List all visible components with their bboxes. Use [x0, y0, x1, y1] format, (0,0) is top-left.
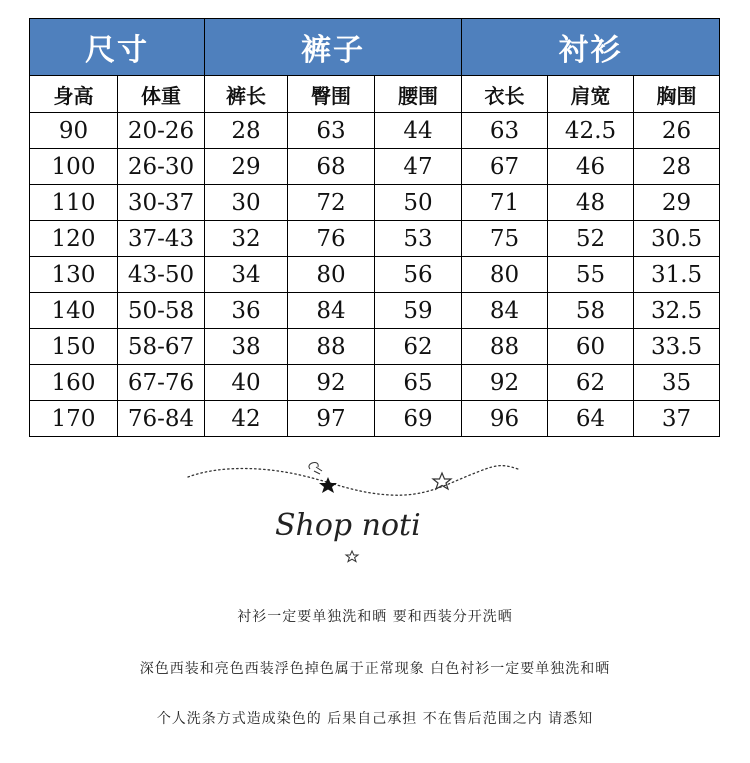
table-cell: 37 — [634, 401, 720, 437]
table-cell: 88 — [288, 329, 375, 365]
group-header-row — [30, 19, 720, 76]
column-header-hip: 臀围 — [288, 76, 375, 113]
table-row — [30, 149, 720, 185]
table-cell: 120 — [30, 221, 118, 257]
table-cell: 29 — [634, 185, 720, 221]
table-cell: 26-30 — [118, 149, 205, 185]
table-row — [30, 293, 720, 329]
table-cell: 84 — [288, 293, 375, 329]
table-cell: 160 — [30, 365, 118, 401]
table-cell: 64 — [548, 401, 634, 437]
table-cell: 110 — [30, 185, 118, 221]
column-header-shirt-length: 衣长 — [462, 76, 548, 113]
table-row — [30, 185, 720, 221]
table-cell: 60 — [548, 329, 634, 365]
table-cell: 44 — [375, 113, 462, 149]
column-header-height: 身高 — [30, 76, 118, 113]
table-cell: 71 — [462, 185, 548, 221]
table-cell: 37-43 — [118, 221, 205, 257]
table-cell: 170 — [30, 401, 118, 437]
table-row — [30, 365, 720, 401]
table-cell: 30-37 — [118, 185, 205, 221]
table-cell: 88 — [462, 329, 548, 365]
table-cell: 59 — [375, 293, 462, 329]
table-cell: 52 — [548, 221, 634, 257]
table-cell: 69 — [375, 401, 462, 437]
table-cell: 26 — [634, 113, 720, 149]
table-cell: 92 — [462, 365, 548, 401]
table-cell: 30.5 — [634, 221, 720, 257]
table-cell: 40 — [205, 365, 288, 401]
group-header-size: 尺寸 — [30, 19, 205, 76]
table-cell: 58-67 — [118, 329, 205, 365]
table-row — [30, 113, 720, 149]
table-row — [30, 401, 720, 437]
small-outline-star-icon — [346, 551, 358, 562]
group-header-pants: 裤子 — [205, 19, 462, 76]
table-cell: 55 — [548, 257, 634, 293]
column-header-waist: 腰围 — [375, 76, 462, 113]
size-chart-table — [29, 18, 720, 437]
table-cell: 34 — [205, 257, 288, 293]
table-cell: 90 — [30, 113, 118, 149]
table-cell: 33.5 — [634, 329, 720, 365]
table-cell: 50-58 — [118, 293, 205, 329]
table-cell: 96 — [462, 401, 548, 437]
table-row — [30, 221, 720, 257]
table-cell: 68 — [288, 149, 375, 185]
table-cell: 67 — [462, 149, 548, 185]
column-header-chest: 胸围 — [634, 76, 720, 113]
column-header-row — [30, 76, 720, 113]
table-cell: 92 — [288, 365, 375, 401]
table-cell: 130 — [30, 257, 118, 293]
table-cell: 140 — [30, 293, 118, 329]
table-cell: 48 — [548, 185, 634, 221]
table-cell: 150 — [30, 329, 118, 365]
table-cell: 36 — [205, 293, 288, 329]
table-cell: 20-26 — [118, 113, 205, 149]
group-header-shirt: 衬衫 — [462, 19, 720, 76]
care-note-1: 衬衫一定要单独洗和晒 要和西装分开洗晒 — [237, 609, 513, 625]
table-cell: 76-84 — [118, 401, 205, 437]
table-cell: 30 — [205, 185, 288, 221]
table-cell: 47 — [375, 149, 462, 185]
table-cell: 97 — [288, 401, 375, 437]
table-cell: 63 — [288, 113, 375, 149]
table-cell: 53 — [375, 221, 462, 257]
table-cell: 80 — [462, 257, 548, 293]
table-cell: 43-50 — [118, 257, 205, 293]
table-cell: 28 — [205, 113, 288, 149]
table-cell: 62 — [375, 329, 462, 365]
shop-logo-text: Shop noti — [275, 508, 421, 543]
table-cell: 58 — [548, 293, 634, 329]
column-header-pants-length: 裤长 — [205, 76, 288, 113]
table-cell: 50 — [375, 185, 462, 221]
table-cell: 63 — [462, 113, 548, 149]
table-cell: 67-76 — [118, 365, 205, 401]
table-body — [30, 113, 720, 437]
table-cell: 32 — [205, 221, 288, 257]
table-cell: 42.5 — [548, 113, 634, 149]
column-header-shoulder: 肩宽 — [548, 76, 634, 113]
filled-star-icon — [319, 477, 337, 493]
table-row — [30, 257, 720, 293]
table-cell: 80 — [288, 257, 375, 293]
outline-star-icon — [433, 473, 451, 489]
table-cell: 75 — [462, 221, 548, 257]
table-row — [30, 329, 720, 365]
shop-logo-ornament — [180, 455, 520, 589]
table-cell: 28 — [634, 149, 720, 185]
table-cell: 29 — [205, 149, 288, 185]
table-cell: 42 — [205, 401, 288, 437]
table-cell: 72 — [288, 185, 375, 221]
table-cell: 62 — [548, 365, 634, 401]
care-note-2: 深色西装和亮色西装浮色掉色属于正常现象 白色衬衫一定要单独洗和晒 — [139, 661, 611, 677]
table-cell: 100 — [30, 149, 118, 185]
table-cell: 35 — [634, 365, 720, 401]
table-cell: 32.5 — [634, 293, 720, 329]
table-cell: 31.5 — [634, 257, 720, 293]
care-note-3: 个人洗条方式造成染色的 后果自己承担 不在售后范围之内 请悉知 — [156, 711, 594, 727]
decorative-swirl-icon — [180, 455, 520, 585]
table-cell: 65 — [375, 365, 462, 401]
table-cell: 56 — [375, 257, 462, 293]
column-header-weight: 体重 — [118, 76, 205, 113]
table-cell: 76 — [288, 221, 375, 257]
table-cell: 38 — [205, 329, 288, 365]
table-cell: 84 — [462, 293, 548, 329]
table-cell: 46 — [548, 149, 634, 185]
